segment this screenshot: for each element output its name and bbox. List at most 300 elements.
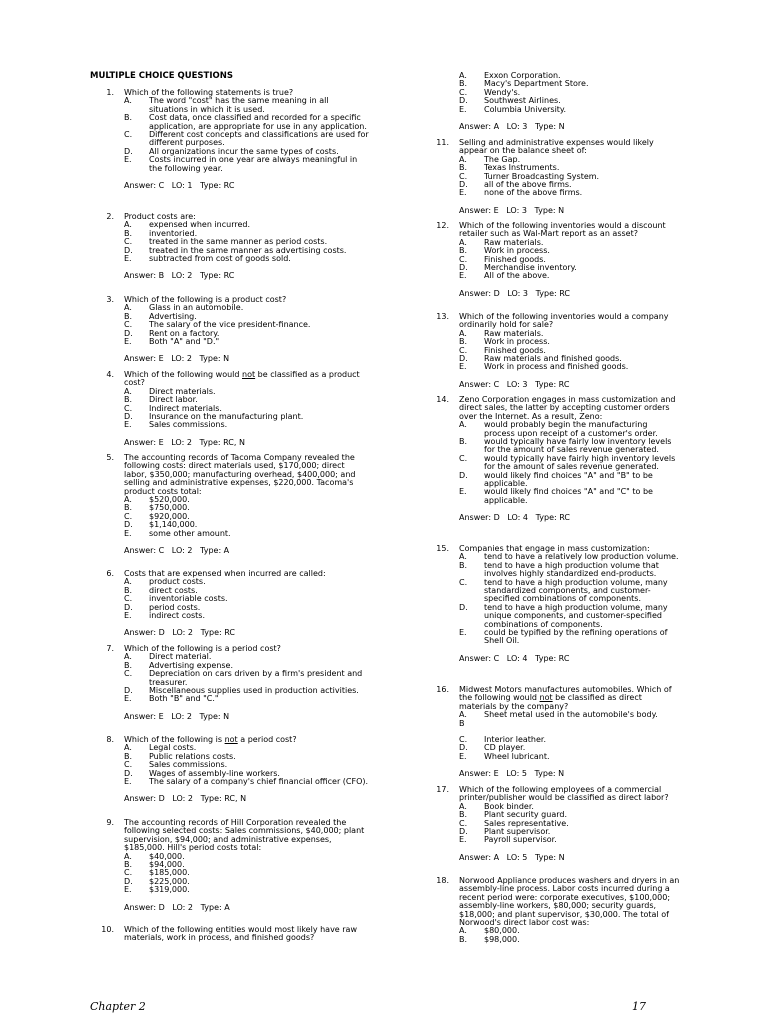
question-block — [425, 396, 680, 523]
option-letter: E. — [459, 362, 467, 372]
answer-option — [459, 604, 680, 629]
option-letter: D. — [459, 96, 468, 106]
answer-option — [459, 472, 680, 489]
option-text: Raw materials. — [484, 237, 544, 247]
option-letter: C. — [459, 171, 468, 181]
option-letter: E. — [459, 104, 467, 114]
question-body — [459, 786, 680, 862]
question-block — [90, 213, 370, 281]
option-text: indirect costs. — [149, 611, 206, 621]
option-text: Different cost concepts and classifications are used for different purposes. — [149, 130, 369, 148]
option-text: could be typified by the refining operations of Shell Oil. — [484, 628, 668, 646]
option-letter: B. — [459, 934, 468, 944]
option-text: tend to have a high production volume, many unique components, and customer-specified combinations of components. — [484, 602, 668, 629]
option-text: would likely find choices "A" and "C" to be applicable. — [484, 487, 653, 505]
option-letter: A. — [124, 495, 132, 505]
option-text: Costs incurred in one year are always meaningful in the following year. — [149, 155, 358, 173]
emphasis-word: not — [242, 370, 256, 379]
answer-key: Answer: A LO: 5 Type: N — [459, 852, 565, 862]
question-block — [425, 786, 680, 862]
question-text: Which of the following is a period cost? — [124, 644, 281, 653]
option-letter: D. — [459, 827, 468, 837]
option-text: Sales commissions. — [149, 420, 228, 430]
option-letter: B. — [459, 560, 468, 570]
option-letter: A. — [124, 851, 132, 861]
question-block — [90, 570, 370, 638]
option-letter: E. — [459, 628, 467, 638]
answer-option — [459, 936, 680, 944]
option-text: tend to have a relatively low production volume. — [484, 552, 679, 562]
option-letter: D. — [124, 876, 133, 886]
option-text: Interior leather. — [484, 735, 546, 744]
option-letter: C. — [124, 320, 133, 330]
option-letter: A. — [124, 652, 132, 662]
answer-option — [124, 530, 370, 538]
option-text: All of the above. — [484, 271, 550, 281]
option-text: tend to have a high production volume, many standardized components, and customer-specified combinations of components. — [484, 577, 668, 604]
question-block — [90, 926, 370, 943]
option-letter: A. — [459, 710, 467, 720]
option-letter: D. — [459, 354, 468, 364]
question-text: Which of the following inventories would a company ordinarily hold for sale? — [459, 312, 669, 330]
answer-option — [459, 189, 680, 197]
option-text: The word "cost" has the same meaning in all situations in which it is used. — [149, 96, 329, 114]
question-block — [425, 139, 680, 215]
option-text: Work in process. — [484, 246, 550, 256]
option-text: Work in process and finished goods. — [484, 362, 629, 372]
option-text: Turner Broadcasting System. — [484, 171, 600, 181]
option-text: Plant supervisor. — [484, 827, 551, 837]
answer-option — [459, 562, 680, 579]
option-letter: E. — [124, 885, 132, 895]
answer-key: Answer: E LO: 2 Type: RC, N — [124, 437, 245, 447]
option-text: Depreciation on cars driven by a firm's president and treasurer. — [149, 669, 363, 687]
question-body — [124, 645, 370, 721]
answer-key: Answer: C LO: 1 Type: RC — [124, 181, 235, 191]
question-text-part: be classified as direct materials by the company? — [459, 693, 642, 711]
option-text: Wendy's. — [484, 87, 521, 97]
question-number: 9. — [106, 818, 114, 827]
answer-option — [124, 338, 370, 346]
option-letter: C. — [124, 868, 133, 878]
option-text: Rent on a factory. — [149, 328, 220, 338]
option-text: $40,000. — [149, 851, 185, 861]
option-text: Wages of assembly-line workers. — [149, 768, 280, 778]
emphasis-word: not — [224, 735, 238, 744]
option-text — [484, 720, 680, 728]
question-block — [90, 296, 370, 364]
option-letter: B. — [124, 585, 133, 595]
option-letter: B. — [459, 810, 468, 820]
question-number: 10. — [101, 925, 114, 934]
question-text: Selling and administrative expenses would likely appear on the balance sheet of: — [459, 138, 654, 156]
option-letter: B. — [459, 163, 468, 173]
option-letter: D. — [124, 520, 133, 530]
question-number: 7. — [106, 644, 114, 653]
option-text: product costs. — [149, 577, 206, 587]
option-letter: E. — [124, 420, 132, 430]
question-number: 17. — [436, 785, 449, 794]
answer-option — [124, 421, 370, 429]
question-block — [90, 645, 370, 721]
option-letter: A. — [459, 328, 467, 338]
option-text: direct costs. — [149, 585, 198, 595]
question-body — [124, 926, 370, 943]
option-text: Cost data, once classified and recorded for a specific application, are appropriate for use in any application. — [149, 113, 367, 131]
option-text: $1,140,000. — [149, 520, 198, 530]
question-text: Product costs are: — [124, 212, 196, 221]
option-text: Both "B" and "C." — [149, 694, 219, 704]
page-number: 17 — [632, 1000, 646, 1013]
option-letter: B. — [124, 228, 133, 238]
option-letter: E. — [124, 337, 132, 347]
emphasis-word: not — [539, 693, 553, 703]
question-text: The accounting records of Hill Corporation revealed the following selected costs: Sales commissions, $40,000; plant supervision, $94,000; and administrative expenses, $185,000. Hill's period costs total: — [124, 818, 365, 853]
question-body — [124, 736, 370, 804]
question-block — [425, 877, 680, 944]
option-text: inventoriable costs. — [149, 594, 228, 604]
question-body — [459, 222, 680, 298]
question-body — [459, 313, 680, 389]
answer-key: Answer: D LO: 4 Type: RC — [459, 513, 570, 523]
option-text: Southwest Airlines. — [484, 96, 561, 106]
question-text: Zeno Corporation engages in mass customization and direct sales, the latter by accepting customer orders over the Internet. As a result, Zeno: — [459, 395, 676, 421]
option-letter: B. — [459, 437, 468, 447]
question-block — [90, 89, 370, 190]
answer-option — [459, 106, 680, 114]
option-text: Indirect materials. — [149, 403, 222, 413]
answer-option — [459, 272, 680, 280]
question-body — [124, 570, 370, 638]
option-letter: C. — [124, 130, 133, 140]
option-text: CD player. — [484, 743, 526, 753]
option-letter: E. — [124, 254, 132, 264]
answer-key: Answer: D LO: 2 Type: RC — [124, 628, 235, 638]
option-text: The Gap. — [484, 154, 521, 164]
option-text: $750,000. — [149, 503, 190, 513]
question-number: 6. — [106, 569, 114, 578]
question-number: 11. — [436, 138, 449, 147]
question-block — [90, 736, 370, 804]
option-letter: A. — [459, 552, 467, 562]
question-block — [425, 222, 680, 298]
option-letter: A. — [124, 303, 132, 313]
answer-key: Answer: E LO: 5 Type: N — [459, 769, 565, 779]
question-body — [124, 89, 370, 190]
option-letter: E. — [459, 271, 467, 281]
option-letter: B. — [459, 246, 468, 256]
answer-option — [459, 421, 680, 438]
option-text: Direct materials. — [149, 386, 216, 396]
option-text: $319,000. — [149, 885, 190, 895]
option-letter: C. — [459, 345, 468, 355]
option-text: treated in the same manner as period costs. — [149, 237, 328, 247]
answer-option — [459, 629, 680, 646]
question-body — [459, 686, 680, 728]
option-text: subtracted from cost of goods sold. — [149, 254, 291, 264]
answer-option — [459, 579, 680, 604]
question-text: Which of the following entities would most likely have raw materials, work in process, and finished goods? — [124, 925, 357, 943]
answer-key: Answer: C LO: 2 Type: A — [124, 546, 230, 556]
question-text: Costs that are expensed when incurred are called: — [124, 569, 326, 578]
option-letter: D. — [124, 686, 133, 696]
option-text: inventoried. — [149, 228, 198, 238]
question-block — [425, 545, 680, 663]
question-text: Which of the following is a product cost? — [124, 295, 287, 304]
question-number: 2. — [106, 212, 114, 221]
option-text: would probably begin the manufacturing process upon receipt of a customer's order. — [484, 420, 658, 438]
option-text: some other amount. — [149, 528, 231, 538]
option-text: $98,000. — [484, 934, 520, 944]
option-text: Work in process. — [484, 337, 550, 347]
option-letter: C. — [124, 669, 133, 679]
question-text-part: Midwest Motors manufactures automobiles. Which of the following would — [459, 685, 672, 703]
option-text: Raw materials. — [484, 328, 544, 338]
question-number — [425, 736, 459, 779]
question-text: Companies that engage in mass customization: — [459, 544, 650, 553]
option-text: expensed when incurred. — [149, 220, 251, 230]
answer-option — [124, 114, 370, 131]
option-letter: D. — [459, 470, 468, 480]
option-letter: E. — [124, 528, 132, 538]
option-text: $920,000. — [149, 511, 190, 521]
question-text: Which of the following inventories would a discount retailer such as Wal-Mart report as an asset? — [459, 221, 666, 239]
answer-option — [124, 886, 370, 894]
option-letter: B. — [124, 860, 133, 870]
answer-option — [459, 753, 680, 761]
option-letter: A. — [459, 801, 467, 811]
question-text: The accounting records of Tacoma Company revealed the following costs: direct materials used, $170,000; direct labor, $350,000; manufacturing overhead, $400,000; and selling and administrative expenses, $220,000. Tacoma's product costs total: — [124, 453, 356, 496]
option-letter: C. — [124, 511, 133, 521]
answer-key: Answer: E LO: 2 Type: N — [124, 711, 230, 721]
answer-key: Answer: E LO: 2 Type: N — [124, 354, 230, 364]
option-letter: E. — [459, 188, 467, 198]
option-letter: D. — [124, 412, 133, 422]
option-text: All organizations incur the same types of costs. — [149, 146, 339, 156]
question-body — [124, 213, 370, 281]
option-text: $225,000. — [149, 876, 190, 886]
option-letter: C. — [459, 87, 468, 97]
question-block — [425, 72, 680, 131]
option-text: Finished goods. — [484, 345, 546, 355]
question-body — [459, 139, 680, 215]
answer-option — [124, 156, 370, 173]
option-text: would likely find choices "A" and "B" to be applicable. — [484, 470, 653, 489]
question-number — [425, 72, 459, 131]
answer-key: Answer: C LO: 3 Type: RC — [459, 379, 570, 389]
option-text: The salary of a company's chief financial officer (CFO). — [149, 777, 369, 787]
question-body — [459, 545, 680, 663]
option-letter: D. — [459, 263, 468, 273]
option-text: all of the above firms. — [484, 180, 572, 190]
option-text: Macy's Department Store. — [484, 79, 589, 89]
question-number: 5. — [106, 453, 114, 462]
question-text-part: a period cost? — [237, 735, 297, 744]
question-body — [459, 72, 680, 131]
question-number: 18. — [436, 876, 449, 885]
section-heading: MULTIPLE CHOICE QUESTIONS — [90, 71, 233, 81]
option-text: Texas Instruments. — [484, 163, 560, 173]
answer-key: Answer: D LO: 2 Type: RC, N — [124, 794, 247, 804]
option-text: Raw materials and finished goods. — [484, 354, 622, 364]
option-text: $80,000. — [484, 926, 520, 936]
option-text: Finished goods. — [484, 254, 546, 264]
answer-option — [459, 720, 680, 728]
question-text-part: Which of the following would — [124, 370, 242, 379]
option-letter: C. — [124, 403, 133, 413]
option-letter: D. — [459, 743, 468, 753]
option-text: Insurance on the manufacturing plant. — [149, 412, 304, 422]
question-text: Which of the following employees of a commercial printer/publisher would be classified as direct labor? — [459, 785, 669, 803]
answer-key: Answer: C LO: 4 Type: RC — [459, 653, 570, 663]
answer-option — [459, 836, 680, 844]
option-letter: A. — [459, 237, 467, 247]
question-text-part: be classified as a product cost? — [124, 370, 360, 388]
answer-option — [124, 612, 370, 620]
option-letter: D. — [124, 768, 133, 778]
answer-option — [124, 695, 370, 703]
question-text: Norwood Appliance produces washers and dryers in an assembly-line process. Labor costs incurred during a recent period were: corporate executives, $100,000; assembly-line workers, $80,000; security guards, $18,000; and plant supervisor, $30,000. The total of Norwood's direct labor cost was: — [459, 876, 680, 928]
answer-option — [124, 255, 370, 263]
question-text — [459, 686, 680, 711]
answer-option — [124, 131, 370, 148]
option-letter: A. — [124, 743, 132, 753]
option-letter: E. — [459, 487, 467, 497]
option-text: The salary of the vice president-finance. — [149, 320, 311, 330]
option-text: Direct labor. — [149, 395, 198, 405]
option-text: Book binder. — [484, 801, 534, 811]
option-letter: B. — [124, 113, 133, 123]
question-body — [124, 819, 370, 912]
option-letter: B. — [124, 660, 133, 670]
option-text: $94,000. — [149, 860, 185, 870]
question-text: Which of the following statements is true? — [124, 88, 294, 97]
question-body — [124, 371, 370, 447]
option-letter: A. — [124, 96, 132, 106]
option-text: Payroll supervisor. — [484, 835, 557, 845]
option-text: Plant security guard. — [484, 810, 568, 820]
option-letter: A. — [459, 154, 467, 164]
option-letter: B. — [459, 337, 468, 347]
chapter-label: Chapter 2 — [90, 1000, 146, 1013]
option-letter: C. — [459, 254, 468, 264]
option-text: would typically have fairly low inventory levels for the amount of sales revenue generated. — [484, 437, 672, 455]
option-text: tend to have a high production volume that involves highly standardized end-products. — [484, 560, 659, 579]
option-letter: E. — [124, 694, 132, 704]
option-text: Wheel lubricant. — [484, 751, 550, 761]
option-text: Direct material. — [149, 652, 212, 662]
answer-option — [124, 97, 370, 114]
option-letter: C. — [459, 453, 468, 463]
option-letter: B. — [459, 79, 468, 89]
option-letter: B. — [124, 751, 133, 761]
option-letter: D. — [124, 602, 133, 612]
option-letter: E. — [124, 611, 132, 621]
question-body — [124, 296, 370, 364]
option-text: Sales representative. — [484, 818, 569, 828]
answer-key: Answer: E LO: 3 Type: N — [459, 205, 565, 215]
question-block — [425, 736, 680, 779]
question-text — [124, 371, 370, 388]
question-body — [124, 454, 370, 555]
option-letter: A. — [124, 577, 132, 587]
option-text: Legal costs. — [149, 743, 197, 753]
option-text: Exxon Corporation. — [484, 71, 561, 80]
question-number: 8. — [106, 735, 114, 744]
option-text: treated in the same manner as advertising costs. — [149, 245, 347, 255]
option-text: Miscellaneous supplies used in production activities. — [149, 686, 359, 696]
option-text: Advertising. — [149, 311, 197, 321]
option-text: $520,000. — [149, 495, 190, 505]
option-letter: E. — [124, 155, 132, 165]
answer-option — [459, 363, 680, 371]
option-text: none of the above firms. — [484, 188, 583, 198]
question-number: 15. — [436, 544, 449, 553]
option-text: Sheet metal used in the automobile's body. — [484, 710, 658, 720]
question-number: 3. — [106, 295, 114, 304]
option-letter: B. — [124, 503, 133, 513]
answer-key: Answer: B LO: 2 Type: RC — [124, 271, 235, 281]
option-letter: C. — [124, 237, 133, 247]
option-letter: B. — [124, 395, 133, 405]
option-text: Merchandise inventory. — [484, 263, 577, 273]
answer-option — [459, 438, 680, 455]
option-text: $185,000. — [149, 868, 190, 878]
question-text-part: Which of the following is — [124, 735, 225, 744]
answer-option — [459, 488, 680, 505]
answer-option — [124, 670, 370, 687]
option-text: would typically have fairly high inventory levels for the amount of sales revenue generated. — [484, 453, 676, 472]
option-letter: D. — [124, 328, 133, 338]
question-number: 1. — [106, 88, 114, 97]
option-letter: C. — [459, 577, 468, 587]
option-letter: D. — [459, 602, 468, 612]
option-letter: E. — [459, 835, 467, 845]
option-letter: D. — [459, 180, 468, 190]
option-letter: E. — [459, 751, 467, 761]
option-text: period costs. — [149, 602, 201, 612]
option-text: Columbia University. — [484, 104, 567, 114]
option-letter: E. — [124, 777, 132, 787]
option-letter: A. — [459, 926, 467, 936]
question-block — [90, 454, 370, 555]
answer-option — [459, 455, 680, 472]
question-number: 4. — [106, 370, 114, 379]
option-letter: D. — [124, 245, 133, 255]
answer-key: Answer: A LO: 3 Type: N — [459, 122, 565, 132]
question-body — [459, 736, 680, 779]
option-letter: C. — [124, 594, 133, 604]
option-text: Public relations costs. — [149, 751, 236, 761]
question-block — [90, 819, 370, 912]
question-number: 14. — [436, 395, 449, 404]
question-block — [425, 313, 680, 389]
question-body — [459, 877, 680, 944]
option-letter: C. — [459, 735, 468, 744]
option-letter: A. — [124, 386, 132, 396]
option-text: Sales commissions. — [149, 760, 228, 770]
question-number: 16. — [436, 685, 449, 694]
question-number: 13. — [436, 312, 449, 321]
option-letter: B. — [124, 311, 133, 321]
question-block — [425, 686, 680, 728]
option-letter: D. — [124, 146, 133, 156]
option-letter: C. — [124, 760, 133, 770]
option-text: Both "A" and "D." — [149, 337, 220, 347]
option-letter: B — [459, 718, 465, 728]
option-text: Advertising expense. — [149, 660, 234, 670]
answer-key: Answer: D LO: 3 Type: RC — [459, 288, 570, 298]
